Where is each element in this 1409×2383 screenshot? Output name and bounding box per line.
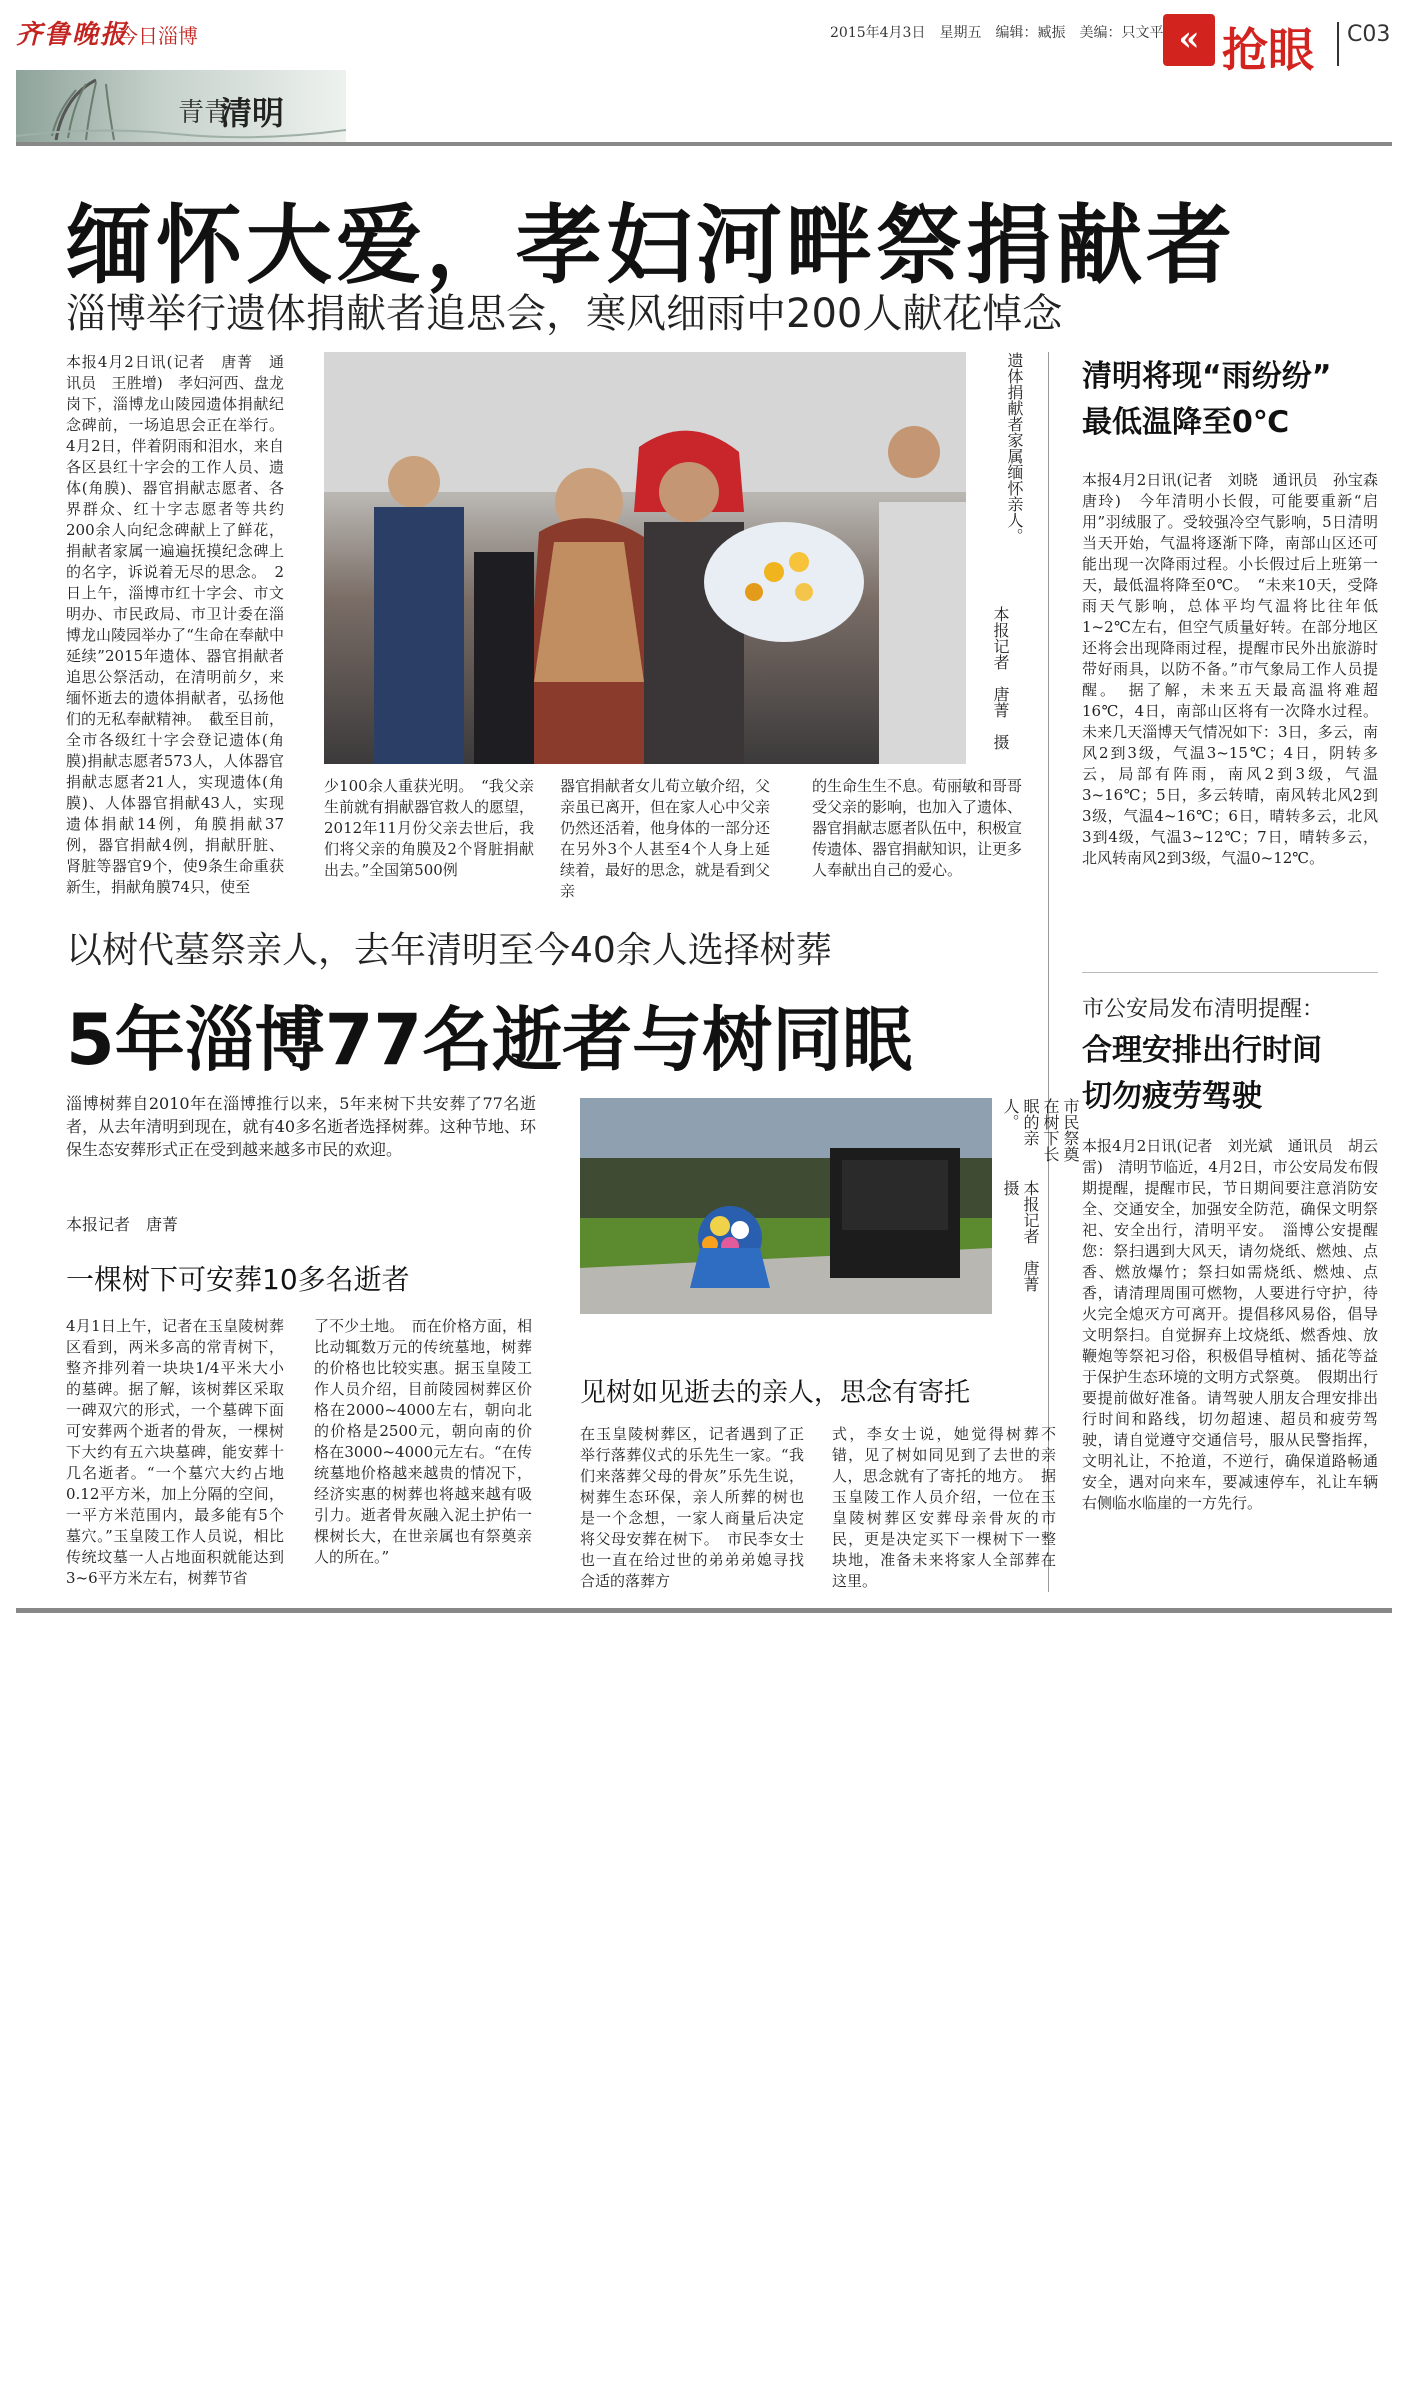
mourners-photo-illustration [324, 352, 966, 764]
story1-photo-credit: 本报记者 唐菁 摄 [991, 606, 1010, 750]
story1-column-4: 的生命生生不息。荀丽敏和哥哥受父亲的影响，也加入了遗体、器官捐献志愿者队伍中，积极宣传遗体、器官捐献知识，让更多人奉献出自己的爱心。 [812, 777, 1023, 879]
story2-headline: 5年淄博77名逝者与树同眠 [66, 999, 913, 1081]
police-title-line-1: 合理安排出行时间 [1082, 1033, 1322, 1068]
story2-lead: 淄博树葬自2010年在淄博推行以来，5年来树下共安葬了77名逝者，从去年清明到现在，就有40多名逝者选择树葬。这种节地、环保生态安葬形式正在受到越来越多市民的欢迎。 [66, 1094, 536, 1159]
section-title: 清明 [220, 94, 285, 132]
weather-title-line-2: 最低温降至0℃ [1082, 405, 1290, 440]
story2-sub1-column-1: 4月1日上午，记者在玉皇陵树葬区看到，两米多高的常青树下，整齐排列着一块块1/4平米大小的墓碑。据了解，该树葬区采取一碑双穴的形式，一个墓碑下面可安葬两个逝者的骨灰，一棵树下大约有五六块墓碑，能安葬十几名逝者。“一个墓穴大约占地0.12平方米，加上分隔的空间，一平方米范围内，最多能有5个墓穴。”玉皇陵工作人员说，相比传统坟墓一人占地面积就能达到3~6平方米左右，树葬节省 [66, 1317, 284, 1587]
double-chevron-icon: « [1163, 14, 1215, 66]
story1-headline: 缅怀大爱，孝妇河畔祭捐献者 [66, 196, 1236, 296]
header-divider [1337, 22, 1339, 66]
weather-body: 本报4月2日讯(记者 刘晓 通讯员 孙宝森 唐玲) 今年清明小长假，可能要重新“启用”羽绒服了。受较强冷空气影响，5日清明当天开始，气温将逐渐下降，南部山区还可能出现一次降雨过程。小长假过后上班第一天，最低温将降至0℃。 “未来10天，受降雨天气影响，总体平均气温将比往年低1~2℃左右，但空气质量好转。在部分地区还将会出现降雨过程，提醒市民外出旅游时带好雨具，以防不备。”市气象局工作人员提醒。 据了解，未来五天最高温将难超16℃，4日，南部山区将有一次降水过程。未来几天淄博天气情况如下：3日，多云，南风2到3级，气温3~15℃；4日，阴转多云，局部有阵雨，南风2到3级，气温3~16℃；5日，多云转晴，南风转北风2到3级，气温4~16℃；6日，晴转多云，北风3到4级，气温3~12℃；7日，晴转多云，北风转南风2到3级，气温0~12℃。 [1082, 471, 1394, 867]
police-pre-headline: 市公安局发布清明提醒： [1082, 997, 1325, 1022]
weather-title-line-1: 清明将现“雨纷纷” [1082, 359, 1332, 394]
section-tag: 抢眼 [1222, 23, 1314, 77]
side-divider [1082, 972, 1378, 973]
story2-sub1-column-2: 了不少土地。 而在价格方面，相比动辄数万元的传统墓地，树葬的价格也比较实惠。据玉皇陵工作人员介绍，目前陵园树葬区价格在2000~4000左右，朝向北的价格是2500元，朝向南的价格在3000~4000元左右。“在传统墓地价格越来越贵的情况下，经济实惠的树葬也将越来越有吸引力。逝者骨灰融入泥土护佑一棵树长大，在世亲属也有祭奠亲人的所在。” [314, 1317, 532, 1566]
story2-byline: 本报记者 唐菁 [66, 1215, 179, 1234]
section-prefix: 青青 [178, 98, 231, 128]
story2-subhead-1: 一棵树下可安葬10多名逝者 [66, 1263, 410, 1296]
story2-photo [580, 1098, 992, 1314]
story1-column-2: 少100余人重获光明。 “我父亲生前就有捐献器官救人的愿望，2012年11月份父亲去世后，我们将父亲的角膜及2个肾脏捐献出去。”全国第500例 [324, 777, 535, 879]
header-rule [16, 142, 1392, 146]
story2-photo-caption: 市民祭奠在树下长眠的亲人。 [1001, 1098, 1080, 1162]
story1-column-1: 本报4月2日讯(记者 唐菁 通讯员 王胜增) 孝妇河西、盘龙岗下，淄博龙山陵园遗体捐献纪念碑前，一场追思会正在举行。4月2日，伴着阴雨和泪水，来自各区县红十字会的工作人员、遗体(角膜)、器官捐献志愿者、各界群众、红十字志愿者等共约200余人向纪念碑献上了鲜花，捐献者家属一遍遍抚摸纪念碑上的名字，诉说着无尽的思念。 2日上午，淄博市红十字会、市文明办、市民政局、市卫计委在淄博龙山陵园举办了“生命在奉献中延续”2015年遗体、器官捐献者追思公祭活动，在清明前夕，来缅怀逝去的遗体捐献者，弘扬他们的无私奉献精神。 截至目前，全市各级红十字会登记遗体(角膜)捐献志愿者573人，人体器官捐献志愿者21人，实现遗体(角膜)、人体器官捐献43人，实现遗体捐献14例，角膜捐献37例，器官捐献4例，捐献肝脏、肾脏等器官9个，使9条生命重获新生，捐献角膜74只，使至 [66, 353, 284, 896]
column-divider [1048, 352, 1049, 1592]
dateline: 2015年4月3日 星期五 编辑：臧振 美编：只文平 [830, 25, 1164, 41]
story2-photo-credit: 本报记者 唐菁 摄 [1001, 1180, 1040, 1308]
police-body: 本报4月2日讯(记者 刘光斌 通讯员 胡云雷) 清明节临近，4月2日，市公安局发布假期提醒，提醒市民，节日期间要注意消防安全、交通安全，加强安全防范，确保文明祭祀、安全出行，清明平安。 淄博公安提醒您：祭扫遇到大风天，请勿烧纸、燃烛、点香、燃放爆竹；祭扫如需烧纸、燃烛、点香，请清理周围可燃物，人要进行守护，待火完全熄灭方可离开。提倡移风易俗，倡导文明祭扫。自觉摒弃上坟烧纸、燃香烛、放鞭炮等祭祀习俗，积极倡导植树、插花等益于保护生态环境的文明方式祭奠。 假期出行要提前做好准备。请驾驶人朋友合理安排出行时间和路线，切勿超速、超员和疲劳驾驶，请自觉遵守交通信号，服从民警指挥，文明礼让，不抢道，不逆行，确保道路畅通安全，遇对向来车，要减速停车，礼让车辆右侧临水临崖的一方先行。 [1082, 1137, 1378, 1512]
footer-rule [16, 1608, 1392, 1613]
story1-column-3: 器官捐献者女儿荀立敏介绍，父亲虽已离开，但在家人心中父亲仍然还活着，他身体的一部分还在另外3个人甚至4个人身上延续着，最好的思念，就是看到父亲 [560, 777, 771, 900]
masthead: 齐鲁晚报 [16, 20, 129, 50]
story2-pre-headline: 以树代墓祭亲人，去年清明至今40余人选择树葬 [66, 930, 832, 971]
story2-sub2-column-1: 在玉皇陵树葬区，记者遇到了正举行落葬仪式的乐先生一家。“我们来落葬父母的骨灰”乐先生说，树葬生态环保，亲人所葬的树也是一个念想，一家人商量后决定将父母安葬在树下。 市民李女士也一直在给过世的弟弟弟媳寻找合适的落葬方 [580, 1425, 804, 1590]
police-title-line-2: 切勿疲劳驾驶 [1082, 1079, 1262, 1114]
tree-burial-photo-illustration [580, 1098, 992, 1314]
story1-photo [324, 352, 966, 764]
story2-sub2-column-2: 式，李女士说，她觉得树葬不错，见了树如同见到了去世的亲人，思念就有了寄托的地方。 据玉皇陵工作人员介绍，一位在玉皇陵树葬区安葬母亲骨灰的市民，更是决定买下一棵树下一整块地，准备未来将家人全部葬在这里。 [832, 1425, 1056, 1590]
story1-photo-caption: 遗体捐献者家属缅怀亲人。 [1005, 352, 1024, 544]
page-number: C03 [1347, 22, 1391, 47]
masthead-subtitle: 今日淄博 [118, 24, 198, 48]
story1-subheadline: 淄博举行遗体捐献者追思会，寒风细雨中200人献花悼念 [66, 291, 1063, 337]
story2-subhead-2: 见树如见逝去的亲人，思念有寄托 [580, 1378, 971, 1408]
